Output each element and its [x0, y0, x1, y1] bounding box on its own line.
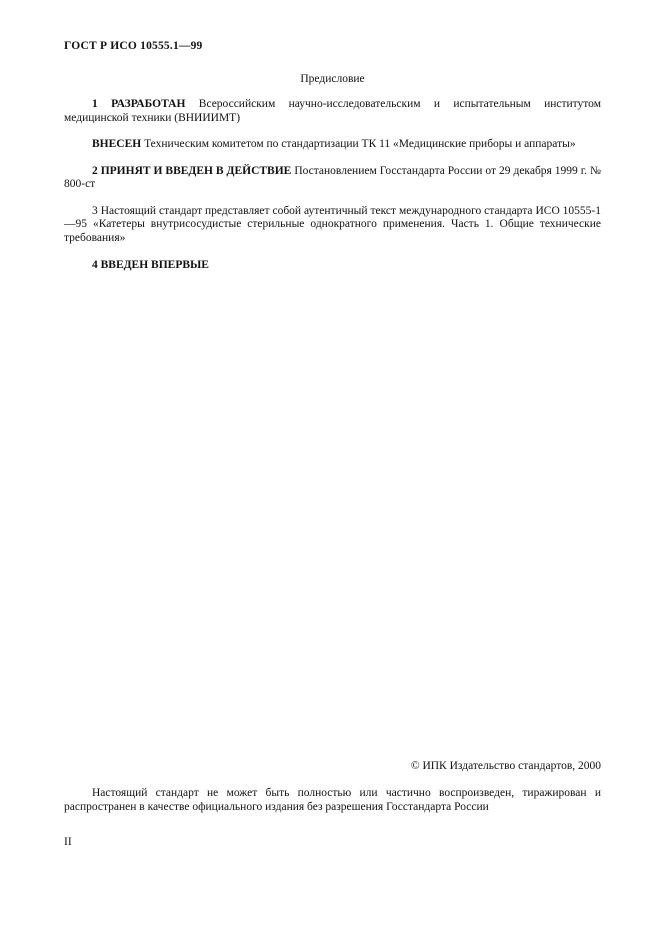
page-number: II — [64, 836, 72, 848]
page-footer — [64, 760, 601, 826]
preface-item-1-text: Всероссийским научно-исследовательским и испытательным институтом медицинской техники (ВНИИИМТ) — [64, 98, 601, 124]
preface-item-3-text: Настоящий стандарт представляет собой аутентичный текст международного стандарта ИСО 10555-1—95 «Катетеры внутрисосудистые стерильные однократного применения. Часть 1. Общие технические требования» — [64, 204, 602, 244]
preface-item-vnesen-lead: ВНЕСЕН — [92, 138, 142, 151]
document-code-header: ГОСТ Р ИСО 10555.1—99 — [64, 40, 203, 52]
copyright-line: © ИПК Издательство стандартов, 2000 — [410, 760, 601, 772]
preface-item-1-lead: 1 РАЗРАБОТАН — [92, 98, 186, 110]
preface-item-2-text: Постановлением Госстандарта России от 29 декабря 1999 г. № 800-ст — [64, 164, 601, 191]
preface-item-3 — [64, 205, 601, 246]
preface-item-4-lead: 4 ВВЕДЕН ВПЕРВЫЕ — [92, 258, 209, 271]
page-content — [64, 40, 601, 284]
preface-item-1 — [64, 98, 601, 125]
preface-item-2-lead: 2 ПРИНЯТ И ВВЕДЕН В ДЕЙСТВИЕ — [92, 164, 292, 177]
preface-item-4 — [64, 259, 601, 273]
section-title: Предисловие — [300, 73, 365, 85]
reproduction-notice: Настоящий стандарт не может быть полностью или частично воспроизведен, тиражирован и распространен в качестве официального издания без разрешения Госстандарта России — [64, 787, 601, 813]
preface-item-vnesen — [64, 138, 601, 152]
preface-item-2 — [64, 165, 601, 192]
preface-item-3-lead: 3 — [92, 204, 98, 217]
preface-item-vnesen-text: Техническим комитетом по стандартизации ТК 11 «Медицинские приборы и аппараты» — [144, 138, 576, 151]
